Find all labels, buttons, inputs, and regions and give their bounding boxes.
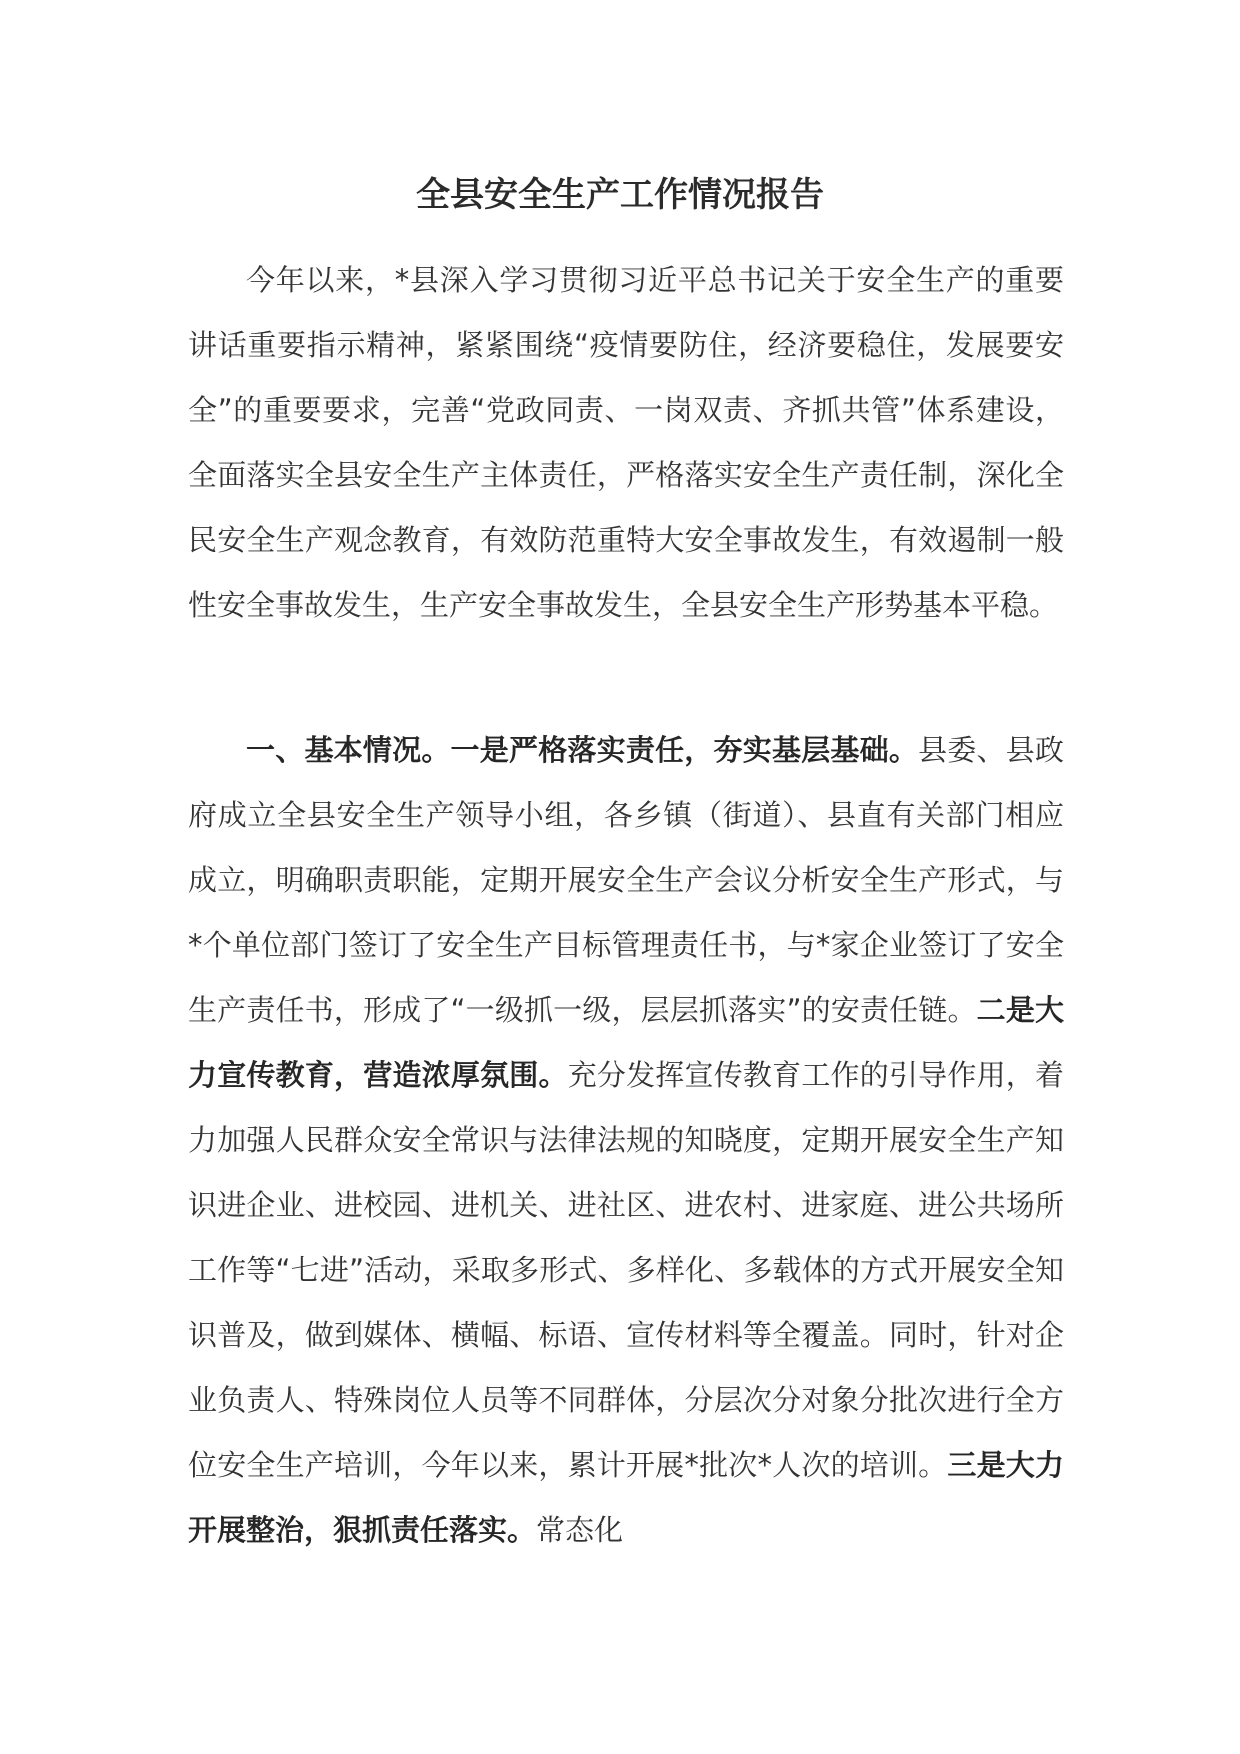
section-heading: 一、基本情况。: [246, 733, 451, 767]
paragraph-intro: 今年以来，*县深入学习贯彻习近平总书记关于安全生产的重要讲话重要指示精神，紧紧围绕“疫情要防住，经济要稳住，发展要安全”的重要要求，完善“党政同责、一岗双责、齐抓共管”体系建设，全面落实全县安全生产主体责任，严格落实安全生产责任制，深化全民安全生产观念教育，有效防范重特大安全事故发生，有效遏制一般性安全事故发生，生产安全事故发生，全县安全生产形势基本平稳。: [188, 263, 1064, 622]
paragraph-basic-situation: [188, 718, 1064, 1563]
point-2-text: 充分发挥宣传教育工作的引导作用，着力加强人民群众安全常识与法律法规的知晓度，定期开展安全生产知识进企业、进校园、进机关、进社区、进农村、进家庭、进公共场所工作等“七进”活动，采取多形式、多样化、多载体的方式开展安全知识普及，做到媒体、横幅、标语、宣传材料等全覆盖。同时，针对企业负责人、特殊岗位人员等不同群体，分层次分对象分批次进行全方位安全生产培训，今年以来，累计开展*批次*人次的培训。: [188, 1058, 1064, 1482]
point-1-text: 县委、县政府成立全县安全生产领导小组，各乡镇（街道）、县直有关部门相应成立，明确职责职能，定期开展安全生产会议分析安全生产形式，与*个单位部门签订了安全生产目标管理责任书，与*家企业签订了安全生产责任书，形成了“一级抓一级，层层抓落实”的安责任链。: [188, 733, 1064, 1027]
page-title: 全县安全生产工作情况报告: [416, 175, 824, 215]
point-3-title: 三是大力开展整治，狠抓责任落实。: [188, 1448, 1064, 1547]
point-3-text: 常态化: [536, 1513, 624, 1547]
point-1-title: 一是严格落实责任，夯实基层基础。: [450, 733, 919, 767]
point-2-title: 二是大力宣传教育，营造浓厚氛围。: [188, 993, 1064, 1092]
